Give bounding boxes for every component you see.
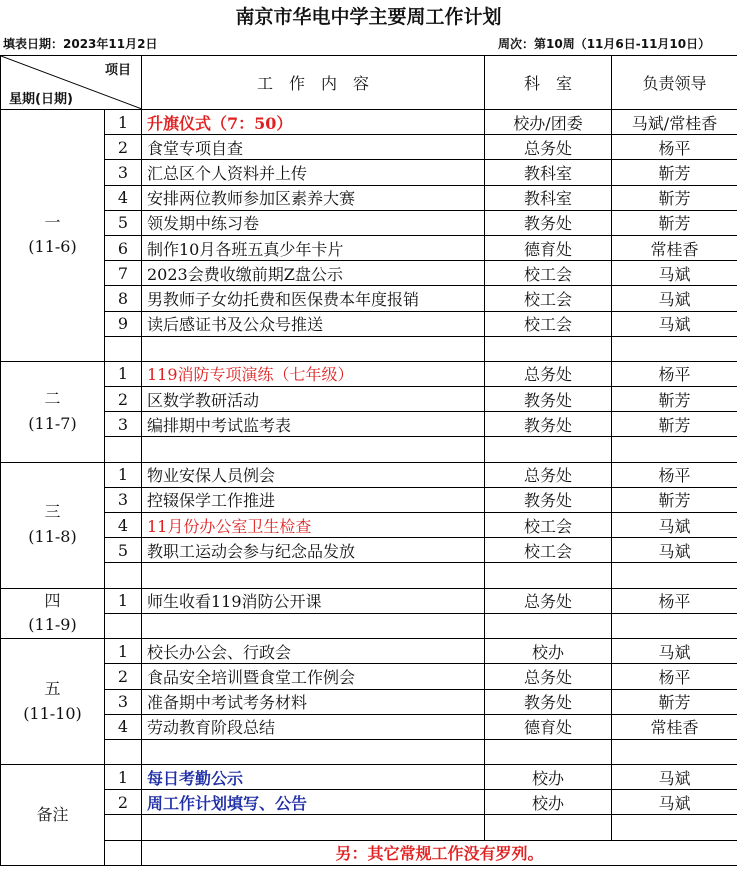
task-content: 控辍保学工作推进	[142, 487, 485, 512]
row-number: 6	[105, 235, 142, 260]
table-row	[1, 387, 737, 412]
row-number: 1	[105, 765, 142, 790]
day-date: (11-6)	[28, 237, 77, 257]
leader: 靳芳	[612, 387, 737, 412]
task-content: 119消防专项演练（七年级）	[142, 361, 485, 386]
header-item-day-cell	[1, 56, 142, 110]
day-name: 五	[44, 678, 61, 698]
row-number: 5	[105, 538, 142, 563]
department: 教务处	[485, 387, 612, 412]
row-number: 1	[105, 588, 142, 613]
leader: 常桂香	[612, 714, 737, 739]
department: 校工会	[485, 261, 612, 286]
remarks-row	[1, 790, 737, 815]
leader: 靳芳	[612, 487, 737, 512]
department: 校工会	[485, 311, 612, 336]
leader: 马斌	[612, 286, 737, 311]
row-number: 1	[105, 110, 142, 135]
header-dept: 科 室	[485, 56, 612, 110]
department: 教务处	[485, 689, 612, 714]
table-row	[1, 311, 737, 336]
day-cell	[1, 361, 105, 462]
department: 德育处	[485, 235, 612, 260]
row-number: 2	[105, 135, 142, 160]
leader: 常桂香	[612, 235, 737, 260]
department: 校办	[485, 765, 612, 790]
task-content: 领发期中练习卷	[142, 210, 485, 235]
page-title: 南京市华电中学主要周工作计划	[235, 6, 502, 28]
leader: 靳芳	[612, 160, 737, 185]
table-row	[1, 664, 737, 689]
task-content	[142, 815, 485, 840]
table-row	[1, 714, 737, 739]
leader: 靳芳	[612, 185, 737, 210]
task-content: 每日考勤公示	[142, 765, 485, 790]
task-content	[142, 613, 485, 638]
leader: 杨平	[612, 664, 737, 689]
leader	[612, 815, 737, 840]
day-date: (11-9)	[28, 615, 77, 635]
department: 总务处	[485, 462, 612, 487]
task-content	[142, 563, 485, 588]
task-content: 制作10月各班五真少年卡片	[142, 235, 485, 260]
day-cell	[1, 110, 105, 362]
leader: 靳芳	[612, 412, 737, 437]
department: 校办	[485, 790, 612, 815]
table-row	[1, 135, 737, 160]
row-number: 1	[105, 639, 142, 664]
row-number: 3	[105, 412, 142, 437]
department: 教务处	[485, 412, 612, 437]
leader: 杨平	[612, 588, 737, 613]
table-row	[1, 437, 737, 462]
leader: 靳芳	[612, 689, 737, 714]
table-row	[1, 160, 737, 185]
day-date: (11-10)	[23, 703, 82, 723]
department: 总务处	[485, 361, 612, 386]
day-cell	[1, 462, 105, 588]
task-content: 汇总区个人资料并上传	[142, 160, 485, 185]
task-content: 2023会费收缴前期Z盘公示	[142, 261, 485, 286]
department	[485, 613, 612, 638]
day-cell	[1, 639, 105, 765]
row-number	[105, 437, 142, 462]
table-row	[1, 185, 737, 210]
day-name: 一	[44, 212, 61, 232]
leader: 马斌	[612, 790, 737, 815]
table-row	[1, 513, 737, 538]
leader	[612, 739, 737, 764]
row-number: 7	[105, 261, 142, 286]
leader: 杨平	[612, 462, 737, 487]
table-row	[1, 639, 737, 664]
task-content: 安排两位教师参加区素养大赛	[142, 185, 485, 210]
department	[485, 815, 612, 840]
department	[485, 739, 612, 764]
task-content: 周工作计划填写、公告	[142, 790, 485, 815]
row-number: 3	[105, 487, 142, 512]
department	[485, 563, 612, 588]
task-content: 准备期中考试考务材料	[142, 689, 485, 714]
row-number: 2	[105, 790, 142, 815]
table-row	[1, 210, 737, 235]
department: 校办/团委	[485, 110, 612, 135]
task-content: 男教师子女幼托费和医保费本年度报销	[142, 286, 485, 311]
table-row	[1, 110, 737, 135]
leader	[612, 563, 737, 588]
table-row	[1, 487, 737, 512]
table-row	[1, 563, 737, 588]
department: 教务处	[485, 487, 612, 512]
department: 教务处	[485, 210, 612, 235]
day-cell	[1, 588, 105, 639]
leader: 马斌	[612, 538, 737, 563]
day-name: 三	[44, 502, 61, 522]
header-day-label: 星期(日期)	[9, 92, 73, 107]
leader: 马斌	[612, 261, 737, 286]
note-row	[1, 840, 737, 865]
department: 总务处	[485, 588, 612, 613]
table-row	[1, 261, 737, 286]
table-row	[1, 588, 737, 613]
leader: 马斌/常桂香	[612, 110, 737, 135]
task-content: 区数学教研活动	[142, 387, 485, 412]
leader	[612, 437, 737, 462]
plan-table	[0, 55, 737, 866]
department: 校工会	[485, 286, 612, 311]
row-number: 2	[105, 664, 142, 689]
remarks-row	[1, 765, 737, 790]
leader: 马斌	[612, 513, 737, 538]
row-number: 2	[105, 387, 142, 412]
table-row	[1, 361, 737, 386]
row-number	[105, 563, 142, 588]
department: 校工会	[485, 513, 612, 538]
row-number: 3	[105, 689, 142, 714]
header-content: 工 作 内 容	[142, 56, 485, 110]
row-number: 8	[105, 286, 142, 311]
header-leader: 负责领导	[612, 56, 737, 110]
leader: 杨平	[612, 135, 737, 160]
row-number: 4	[105, 185, 142, 210]
leader: 马斌	[612, 311, 737, 336]
table-row	[1, 336, 737, 361]
remarks-label: 备注	[1, 765, 105, 866]
task-content: 升旗仪式（7：50）	[142, 110, 485, 135]
note-blank-cell	[105, 840, 142, 865]
day-name: 二	[44, 388, 61, 408]
row-number: 1	[105, 361, 142, 386]
task-content: 教职工运动会参与纪念品发放	[142, 538, 485, 563]
row-number: 5	[105, 210, 142, 235]
row-number	[105, 815, 142, 840]
task-content: 食品安全培训暨食堂工作例会	[142, 664, 485, 689]
row-number: 1	[105, 462, 142, 487]
row-number	[105, 613, 142, 638]
row-number: 3	[105, 160, 142, 185]
task-content: 校长办公会、行政会	[142, 639, 485, 664]
table-row	[1, 235, 737, 260]
table-row	[1, 538, 737, 563]
task-content	[142, 437, 485, 462]
day-name: 四	[44, 590, 61, 610]
leader: 马斌	[612, 639, 737, 664]
leader: 杨平	[612, 361, 737, 386]
table-row	[1, 613, 737, 638]
leader	[612, 336, 737, 361]
task-content: 编排期中考试监考表	[142, 412, 485, 437]
department: 总务处	[485, 664, 612, 689]
header-item-label: 项目	[104, 63, 131, 78]
table-row	[1, 739, 737, 764]
task-content: 师生收看119消防公开课	[142, 588, 485, 613]
department: 总务处	[485, 135, 612, 160]
task-content: 劳动教育阶段总结	[142, 714, 485, 739]
week-info: 周次：第10周（11月6日-11月10日）	[498, 37, 711, 51]
row-number	[105, 739, 142, 764]
department: 教科室	[485, 160, 612, 185]
table-row	[1, 689, 737, 714]
day-date: (11-7)	[28, 413, 77, 433]
fill-date: 填表日期：2023年11月2日	[3, 37, 158, 51]
row-number: 4	[105, 714, 142, 739]
leader: 靳芳	[612, 210, 737, 235]
task-content	[142, 336, 485, 361]
task-content: 食堂专项自查	[142, 135, 485, 160]
table-row	[1, 412, 737, 437]
department	[485, 336, 612, 361]
leader: 马斌	[612, 765, 737, 790]
department: 教科室	[485, 185, 612, 210]
footer-note: 另：其它常规工作没有罗列。	[142, 840, 737, 865]
task-content: 物业安保人员例会	[142, 462, 485, 487]
day-date: (11-8)	[28, 527, 77, 547]
header-row	[1, 56, 737, 110]
task-content: 读后感证书及公众号推送	[142, 311, 485, 336]
department	[485, 437, 612, 462]
remarks-row	[1, 815, 737, 840]
task-content: 11月份办公室卫生检查	[142, 513, 485, 538]
row-number: 9	[105, 311, 142, 336]
row-number	[105, 336, 142, 361]
row-number: 4	[105, 513, 142, 538]
department: 校办	[485, 639, 612, 664]
table-row	[1, 286, 737, 311]
table-row	[1, 462, 737, 487]
department: 德育处	[485, 714, 612, 739]
department: 校工会	[485, 538, 612, 563]
task-content	[142, 739, 485, 764]
leader	[612, 613, 737, 638]
